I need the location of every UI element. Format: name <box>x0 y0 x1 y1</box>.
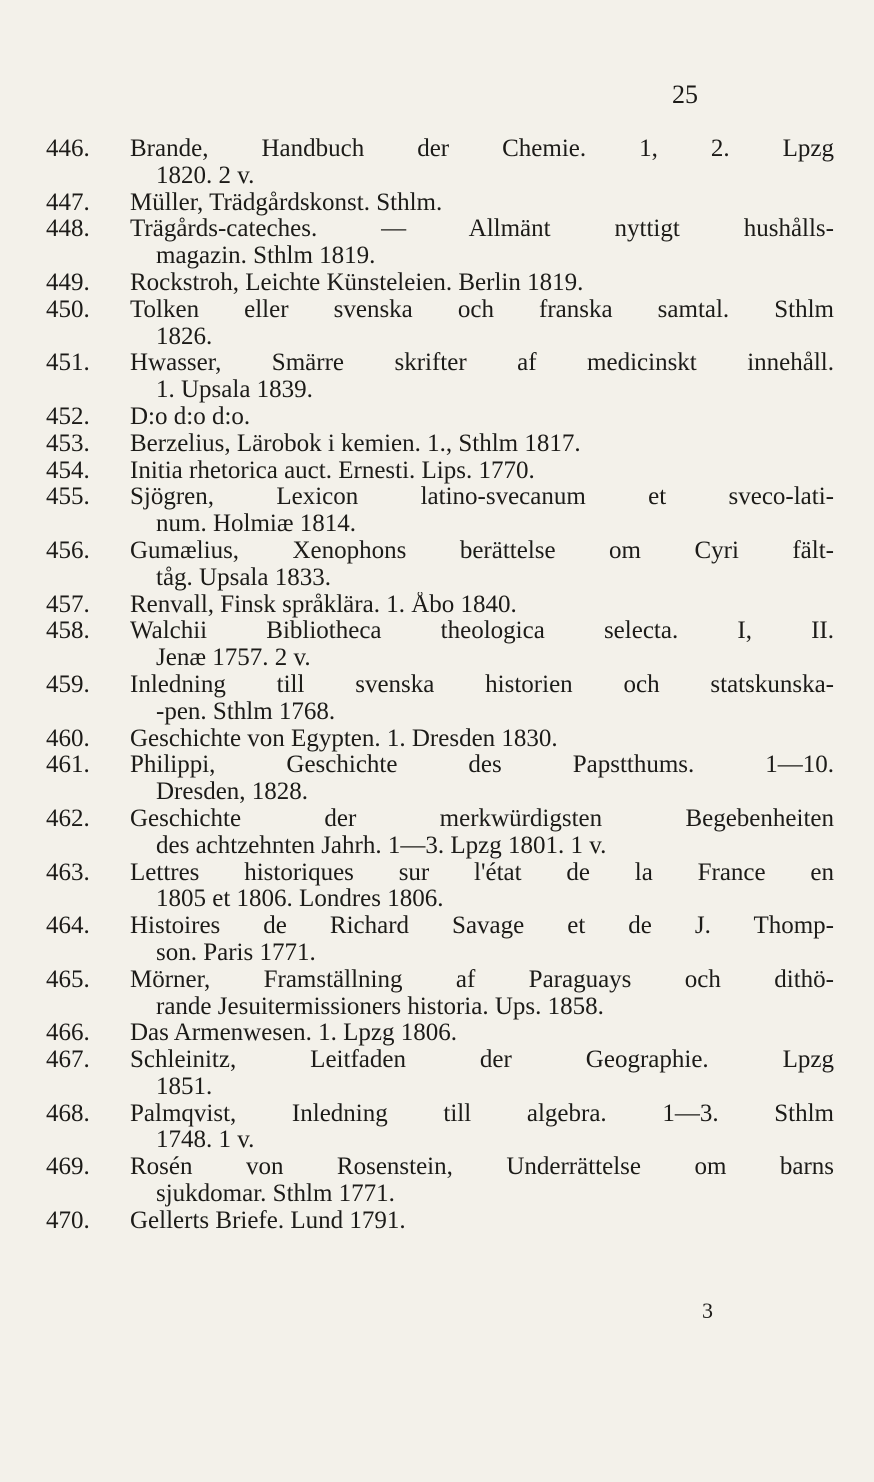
entry-number: 451. <box>46 349 90 377</box>
entry-line: Rockstroh, Leichte Künsteleien. Berlin 1819. <box>130 269 584 296</box>
list-item <box>46 618 836 672</box>
entry-number: 453. <box>46 429 90 457</box>
entry-text <box>130 1208 834 1235</box>
entry-number: 463. <box>46 858 90 886</box>
list-item <box>46 190 836 217</box>
entry-line: Rosén von Rosenstein, Underrättelse om barns <box>130 1154 834 1181</box>
entry-text <box>130 1101 834 1155</box>
list-item <box>46 672 836 726</box>
entry-number: 464. <box>46 912 90 940</box>
entry-line: Schleinitz, Leitfaden der Geographie. Lpzg <box>130 1047 834 1074</box>
entry-text <box>130 726 834 753</box>
entry-line: Mörner, Framställning af Paraguays och dithö- <box>130 966 834 993</box>
entry-text <box>130 404 834 431</box>
list-item <box>46 1101 836 1155</box>
entry-line: Inledning till svenska historien och statskunska- <box>130 671 834 698</box>
bibliography-list <box>46 136 836 1235</box>
entry-number: 466. <box>46 1019 90 1047</box>
list-item <box>46 592 836 619</box>
page-number: 25 <box>672 80 698 109</box>
entry-line: Histoires de Richard Savage et de J. Thomp- <box>130 913 834 940</box>
entry-number: 456. <box>46 536 90 564</box>
entry-text <box>130 297 834 351</box>
entry-continuation-line: sjukdomar. Sthlm 1771. <box>156 1181 395 1208</box>
list-item <box>46 458 836 485</box>
list-item <box>46 350 836 404</box>
entry-line: Das Armenwesen. 1. Lpzg 1806. <box>130 1020 458 1047</box>
signature-mark: 3 <box>702 1298 713 1323</box>
entry-line: Palmqvist, Inledning till algebra. 1—3. Sthlm <box>130 1100 834 1127</box>
list-item <box>46 1154 836 1208</box>
list-item <box>46 136 836 190</box>
entry-continuation-line: 1820. 2 v. <box>156 162 255 189</box>
entry-line: Gellerts Briefe. Lund 1791. <box>130 1207 406 1234</box>
entry-line: Trägårds-cateches. — Allmänt nyttigt hushålls- <box>130 216 834 243</box>
list-item <box>46 404 836 431</box>
entry-line: Tolken eller svenska och franska samtal. Sthlm <box>130 296 834 323</box>
entry-text <box>130 136 834 190</box>
entry-line: Philippi, Geschichte des Papstthums. 1—10. <box>130 752 834 779</box>
entry-number: 457. <box>46 590 90 618</box>
entry-text <box>130 752 834 806</box>
entry-line: D:o d:o d:o. <box>130 403 251 430</box>
entry-number: 460. <box>46 724 90 752</box>
list-item <box>46 967 836 1021</box>
entry-text <box>130 913 834 967</box>
entry-text <box>130 860 834 914</box>
list-item <box>46 297 836 351</box>
entry-continuation-line: 1826. <box>156 323 213 350</box>
entry-line: Geschichte der merkwürdigsten Begebenheiten <box>130 805 834 832</box>
entry-line: Berzelius, Lärobok i kemien. 1., Sthlm 1817. <box>130 430 581 457</box>
entry-number: 452. <box>46 402 90 430</box>
list-item <box>46 216 836 270</box>
entry-line: Brande, Handbuch der Chemie. 1, 2. Lpzg <box>130 136 834 162</box>
entry-text <box>130 458 834 485</box>
entry-continuation-line: rande Jesuitermissioners historia. Ups. 1858. <box>156 993 604 1020</box>
list-item <box>46 270 836 297</box>
entry-continuation-line: tåg. Upsala 1833. <box>156 564 331 591</box>
entry-number: 447. <box>46 188 90 216</box>
entry-text <box>130 806 834 860</box>
entry-text <box>130 190 834 217</box>
entry-line: Walchii Bibliotheca theologica selecta. I, II. <box>130 618 834 645</box>
entry-number: 448. <box>46 215 90 243</box>
list-item <box>46 538 836 592</box>
entry-line: Lettres historiques sur l'état de la France en <box>130 859 834 886</box>
entry-number: 450. <box>46 295 90 323</box>
entry-number: 455. <box>46 483 90 511</box>
entry-number: 454. <box>46 456 90 484</box>
entry-text <box>130 484 834 538</box>
entry-text <box>130 431 834 458</box>
entry-line: Sjögren, Lexicon latino-svecanum et sveco-lati- <box>130 484 834 511</box>
list-item <box>46 726 836 753</box>
entry-text <box>130 1154 834 1208</box>
entry-text <box>130 1047 834 1101</box>
list-item <box>46 484 836 538</box>
entry-line: Müller, Trädgårdskonst. Sthlm. <box>130 189 443 216</box>
entry-number: 459. <box>46 670 90 698</box>
entry-text <box>130 592 834 619</box>
entry-number: 467. <box>46 1046 90 1074</box>
entry-number: 468. <box>46 1099 90 1127</box>
entry-continuation-line: 1851. <box>156 1073 213 1100</box>
entry-number: 461. <box>46 751 90 779</box>
entry-line: Gumælius, Xenophons berättelse om Cyri fält- <box>130 537 834 564</box>
list-item <box>46 1047 836 1101</box>
entry-number: 458. <box>46 617 90 645</box>
entry-text <box>130 618 834 672</box>
list-item <box>46 860 836 914</box>
entry-continuation-line: Jenæ 1757. 2 v. <box>156 645 311 672</box>
entry-line: Renvall, Finsk språklära. 1. Åbo 1840. <box>130 591 517 618</box>
entry-continuation-line: -pen. Sthlm 1768. <box>156 698 336 725</box>
entry-continuation-line: 1805 et 1806. Londres 1806. <box>156 886 444 913</box>
entry-number: 470. <box>46 1206 90 1234</box>
entry-continuation-line: 1748. 1 v. <box>156 1127 255 1154</box>
list-item <box>46 1208 836 1235</box>
entry-number: 462. <box>46 804 90 832</box>
entry-line: Hwasser, Smärre skrifter af medicinskt innehåll. <box>130 350 834 377</box>
entry-continuation-line: des achtzehnten Jahrh. 1—3. Lpzg 1801. 1 v. <box>156 832 607 859</box>
entry-number: 469. <box>46 1153 90 1181</box>
list-item <box>46 431 836 458</box>
entry-continuation-line: Dresden, 1828. <box>156 779 309 806</box>
entry-text <box>130 1020 834 1047</box>
list-item <box>46 1020 836 1047</box>
entry-continuation-line: num. Holmiæ 1814. <box>156 511 357 538</box>
entry-number: 465. <box>46 965 90 993</box>
list-item <box>46 913 836 967</box>
entry-continuation-line: magazin. Sthlm 1819. <box>156 243 376 270</box>
entry-text <box>130 967 834 1021</box>
entry-continuation-line: son. Paris 1771. <box>156 939 316 966</box>
entry-text <box>130 538 834 592</box>
entry-text <box>130 672 834 726</box>
entry-line: Geschichte von Egypten. 1. Dresden 1830. <box>130 725 558 752</box>
entry-text <box>130 216 834 270</box>
entry-text <box>130 270 834 297</box>
list-item <box>46 752 836 806</box>
entry-text <box>130 350 834 404</box>
entry-continuation-line: 1. Upsala 1839. <box>156 377 313 404</box>
entry-line: Initia rhetorica auct. Ernesti. Lips. 1770. <box>130 457 535 484</box>
list-item <box>46 806 836 860</box>
entry-number: 446. <box>46 135 90 162</box>
entry-number: 449. <box>46 268 90 296</box>
